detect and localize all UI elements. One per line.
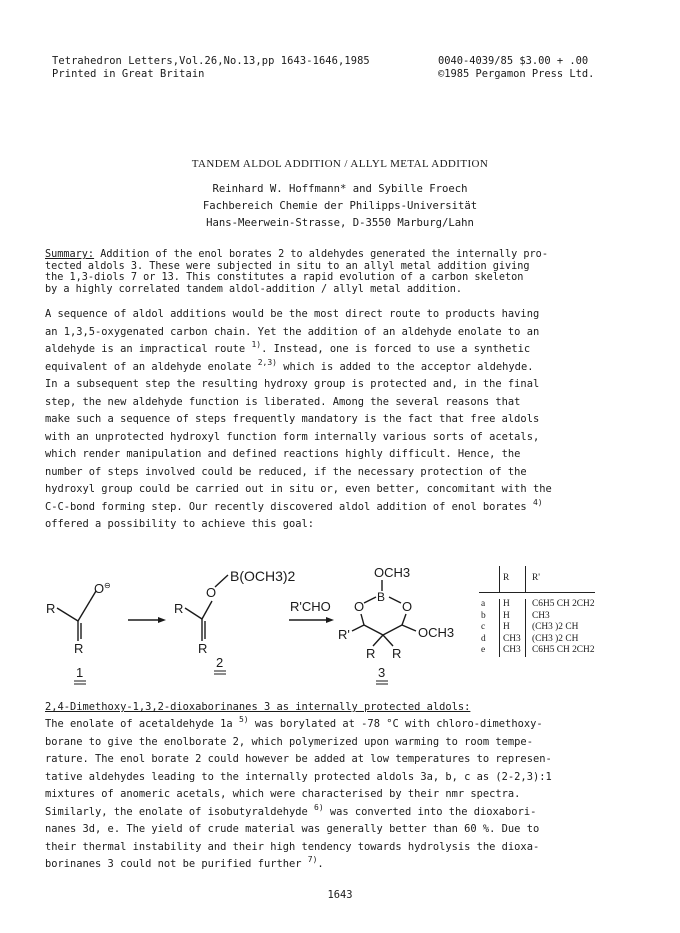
text-line: an 1,3,5-oxygenated carbon chain. Yet the addition of an aldehyde enolate to an <box>45 325 540 338</box>
summary-line: tected aldols 3. These were subjected in situ to an allyl metal addition giving <box>45 260 530 272</box>
reaction-scheme <box>40 563 470 688</box>
reagent-label: R'CHO <box>290 599 331 614</box>
svg-text:O: O <box>402 599 413 614</box>
text-span: Similarly, the enolate of isobutyraldehyde <box>45 805 314 818</box>
row-id: c <box>481 622 486 632</box>
enolate-structure <box>46 581 111 656</box>
footnote-ref: 5) <box>238 715 249 724</box>
summary-line: Addition of the enol borates 2 to aldehydes generated the internally pro- <box>94 249 548 260</box>
text-line: In a subsequent step the resulting hydroxy group is protected and, in the final <box>45 378 540 390</box>
text-span: equivalent of an aldehyde enolate <box>45 360 258 373</box>
text-line: nanes 3d, e. The yield of crude material was generally better than 60 %. Due to <box>45 823 540 835</box>
svg-text:R': R' <box>338 627 350 642</box>
svg-text:R: R <box>74 641 84 656</box>
compound-label: 2 <box>216 655 224 670</box>
text-span: The enolate of acetaldehyde 1a <box>45 718 239 730</box>
text-line: with an unprotected hydroxyl function form internally various sorts of acetals, <box>45 430 540 443</box>
summary-paragraph <box>45 249 645 295</box>
text-line <box>45 716 645 734</box>
table-row <box>479 599 595 611</box>
text-line: tative aldehydes leading to the internally protected aldols 3a, b, c as (2-2,3):1 <box>45 770 552 783</box>
svg-text:O: O <box>94 581 105 596</box>
text-span: aldehyde is an impractical route <box>45 343 252 355</box>
substituent-table <box>479 566 595 657</box>
journal-citation: Tetrahedron Letters,Vol.26,No.13,pp 1643-1646,1985 <box>52 55 370 67</box>
cell-r-prime: (CH3 )2 CH <box>525 622 578 634</box>
text-line: A sequence of aldol additions would be the most direct route to products having <box>45 308 540 320</box>
table-row <box>479 634 595 646</box>
row-id: d <box>481 633 486 644</box>
text-span: borinanes 3 could not be purified further <box>45 858 308 870</box>
cell-r-prime: C6H5 CH 2CH2 <box>525 645 595 657</box>
table-row <box>479 645 595 657</box>
compound-label: 3 <box>378 665 386 680</box>
text-span: was converted into the dioxabori- <box>323 805 537 818</box>
svg-text:R: R <box>174 601 184 616</box>
text-span: . Instead, one is forced to use a synthetic <box>261 343 531 355</box>
svg-text:O: O <box>206 585 217 600</box>
text-line: their thermal instability and their high tendency towards hydrolysis the dioxa- <box>45 840 540 853</box>
text-line: which render manipulation and defined reactions highly difficult. Hence, the <box>45 448 521 460</box>
text-line: rature. The enol borate 2 could however be added at low temperatures to represen- <box>45 753 552 765</box>
text-line <box>45 499 645 517</box>
svg-text:R: R <box>392 646 402 661</box>
footnote-ref: 7) <box>307 855 318 864</box>
text-span: C-C-bond forming step. Our recently discovered aldol addition of enol borates <box>45 500 533 513</box>
section-heading <box>45 699 645 717</box>
summary-label: Summary: <box>45 249 95 260</box>
text-span: . <box>317 858 324 870</box>
text-span: which is added to the acceptor aldehyde. <box>276 360 534 373</box>
svg-text:R: R <box>46 601 56 616</box>
row-id: b <box>481 610 486 621</box>
article-title: TANDEM ALDOL ADDITION / ALLYL METAL ADDITION <box>191 158 489 170</box>
svg-text:B: B <box>377 590 386 604</box>
b-och3-2-label: B(OCH3)2 <box>230 568 296 584</box>
summary-line: by a highly correlated tandem aldol-addition / allyl metal addition. <box>45 283 463 295</box>
cell-r: H <box>499 622 525 634</box>
text-span: was borylated at -78 °C with chloro-dimethoxy- <box>248 718 543 730</box>
text-line: offered a possibility to achieve this goal: <box>45 518 314 530</box>
affiliation-line-1: Fachbereich Chemie der Philipps-Universität <box>202 200 478 212</box>
affiliation-line-2: Hans-Meerwein-Strasse, D-3550 Marburg/Lahn <box>206 217 474 229</box>
svg-text:O: O <box>354 599 365 614</box>
article-code: 0040-4039/85 $3.00 + .00 <box>438 55 589 67</box>
intro-paragraph <box>45 306 645 534</box>
text-line <box>45 856 645 874</box>
column-header-r-prime: R' <box>525 566 540 592</box>
section-paragraph <box>45 716 645 874</box>
cell-r-prime: C6H5 CH 2CH2 <box>525 599 595 611</box>
cell-r: CH3 <box>499 645 525 657</box>
text-line: borane to give the enolborate 2, which polymerized upon warming to room tempe- <box>45 735 533 748</box>
author-line: Reinhard W. Hoffmann* and Sybille Froech <box>212 183 468 195</box>
enol-borate-structure <box>174 575 228 656</box>
cell-r-prime: CH3 <box>525 611 550 623</box>
text-line: number of steps involved could be reduced, if the necessary protection of the <box>45 465 527 478</box>
footnote-ref: 6) <box>314 802 324 812</box>
text-line <box>45 341 645 359</box>
table-row <box>479 611 595 623</box>
footnote-ref: 1) <box>251 340 262 349</box>
section-heading-text: 2,4-Dimethoxy-1,3,2-dioxaborinanes 3 as internally protected aldols: <box>45 701 471 713</box>
table-row <box>479 622 595 634</box>
och3-right-label: OCH3 <box>418 625 455 640</box>
cell-r-prime: (CH3 )2 CH <box>525 634 578 646</box>
table-header-row <box>479 566 595 593</box>
cell-r: CH3 <box>499 634 525 646</box>
svg-text:R: R <box>366 646 376 661</box>
row-id: e <box>481 645 486 655</box>
text-line <box>45 359 645 377</box>
compound-label: 1 <box>76 665 84 680</box>
page-number: 1643 <box>327 889 353 901</box>
copyright-line: ©1985 Pergamon Press Ltd. <box>438 68 595 80</box>
footnote-ref: 4) <box>532 497 543 507</box>
text-line: step, the new aldehyde function is liberated. Among the several reasons that <box>45 395 521 408</box>
cell-r: H <box>499 599 525 611</box>
text-line: make such a sequence of steps frequently mandatory is the fact that free aldols <box>45 413 540 425</box>
och3-top-label: OCH3 <box>374 565 411 580</box>
summary-line: the 1,3-diols 7 or 13. This constitutes a rapid evolution of a carbon skeleton <box>45 272 524 284</box>
row-id: a <box>481 599 486 609</box>
text-line <box>45 804 645 822</box>
column-header-r: R <box>499 566 525 592</box>
printed-in-line: Printed in Great Britain <box>52 68 205 80</box>
cell-r: H <box>499 611 525 623</box>
svg-text:R: R <box>198 641 208 656</box>
dioxaborinane-structure <box>338 565 454 661</box>
text-line: mixtures of anomeric acetals, which were characterised by their nmr spectra. <box>45 788 521 800</box>
text-line: hydroxyl group could be carried out in situ or, even better, concomitant with the <box>45 483 552 495</box>
svg-text:⊖: ⊖ <box>104 581 111 590</box>
footnote-ref: 2,3) <box>257 357 277 367</box>
